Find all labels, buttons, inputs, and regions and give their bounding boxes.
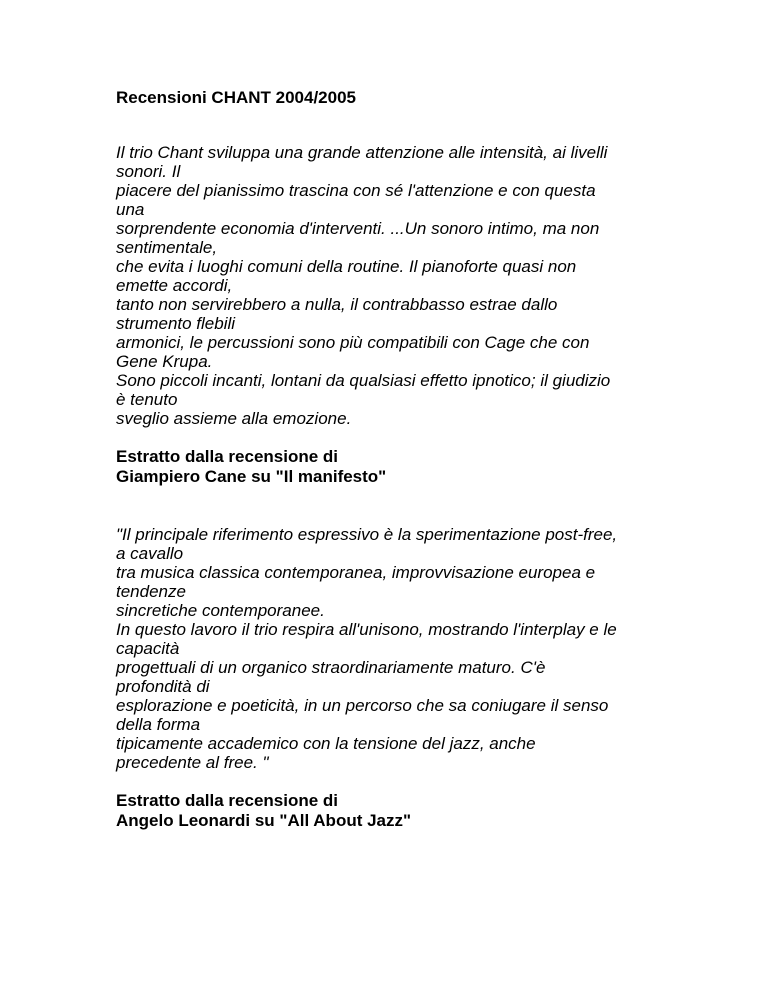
review-line: tendenze [116, 582, 186, 601]
review-line: profondità di [116, 677, 210, 696]
review-line: sveglio assieme alla emozione. [116, 409, 352, 428]
review-line: tra musica classica contemporanea, improvvisazione europea e [116, 563, 596, 582]
review-line: a cavallo [116, 544, 184, 563]
review-line: tanto non servirebbero a nulla, il contrabbasso estrae dallo [116, 295, 558, 314]
review-line: della forma [116, 715, 201, 734]
review-line: emette accordi, [116, 276, 233, 295]
review-line: sonori. Il [116, 162, 181, 181]
review-attribution-1 [116, 447, 386, 487]
review-line: armonici, le percussioni sono più compatibili con Cage che con [116, 333, 590, 352]
review-line: sentimentale, [116, 238, 218, 257]
attribution-line: Angelo Leonardi su "All About Jazz" [116, 811, 412, 830]
review-line: Il trio Chant sviluppa una grande attenzione alle intensità, ai livelli [116, 143, 608, 162]
review-line: precedente al free. " [116, 753, 269, 772]
review-line: progettuali di un organico straordinariamente maturo. C'è [116, 658, 546, 677]
review-line: strumento flebili [116, 314, 236, 333]
review-line: In questo lavoro il trio respira all'unisono, mostrando l'interplay e le [116, 620, 617, 639]
attribution-line: Estratto dalla recensione di [116, 447, 339, 466]
review-line: sincretiche contemporanee. [116, 601, 325, 620]
review-line: capacità [116, 639, 180, 658]
review-text-2 [116, 525, 617, 772]
review-line: una [116, 200, 145, 219]
review-text-1 [116, 143, 610, 428]
attribution-line: Giampiero Cane su "Il manifesto" [116, 467, 387, 486]
document-title: Recensioni CHANT 2004/2005 [116, 88, 356, 107]
review-line: "Il principale riferimento espressivo è la sperimentazione post-free, [116, 525, 618, 544]
review-line: Sono piccoli incanti, lontani da qualsiasi effetto ipnotico; il giudizio [116, 371, 611, 390]
review-line: è tenuto [116, 390, 178, 409]
review-line: tipicamente accademico con la tensione del jazz, anche [116, 734, 536, 753]
review-line: Gene Krupa. [116, 352, 213, 371]
attribution-line: Estratto dalla recensione di [116, 791, 339, 810]
review-attribution-2 [116, 791, 411, 831]
review-line: piacere del pianissimo trascina con sé l'attenzione e con questa [116, 181, 596, 200]
review-line: che evita i luoghi comuni della routine. Il pianoforte quasi non [116, 257, 577, 276]
review-line: esplorazione e poeticità, in un percorso che sa coniugare il senso [116, 696, 609, 715]
review-line: sorprendente economia d'interventi. ...Un sonoro intimo, ma non [116, 219, 600, 238]
